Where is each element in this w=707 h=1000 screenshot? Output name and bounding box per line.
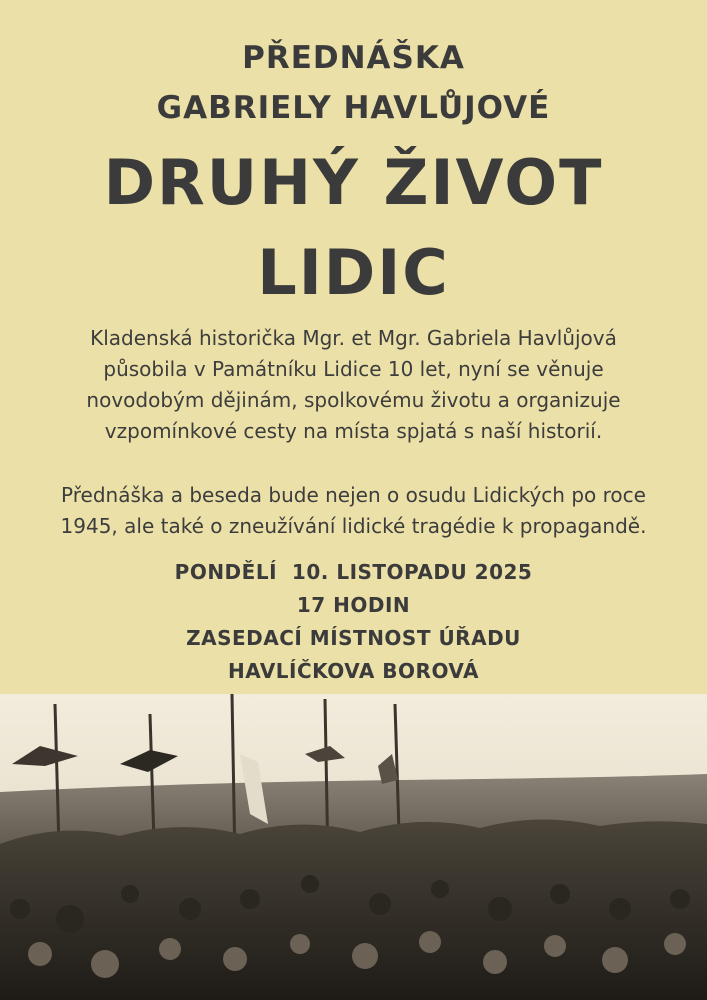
lecture-label: PŘEDNÁŠKA — [242, 40, 465, 76]
description-paragraph-2 — [40, 480, 667, 542]
lecturer-name: GABRIELY HAVLŮJOVÉ — [156, 90, 551, 126]
description-line: vzpomínkové cesty na místa spjatá s naší historií. — [104, 419, 603, 443]
description-paragraph-1 — [40, 323, 667, 447]
description-line: Přednáška a beseda bude nejen o osudu Lidických po roce — [61, 483, 646, 507]
description-line: novodobým dějinám, spolkovému životu a organizuje — [86, 388, 621, 412]
crowd-photo-illustration — [0, 694, 707, 1000]
event-place-line-1: ZASEDACÍ MÍSTNOST ÚŘADU — [186, 626, 521, 650]
description-line: Kladenská historička Mgr. et Mgr. Gabriela Havlůjová — [90, 326, 617, 350]
event-date: PONDĚLÍ 10. LISTOPADU 2025 — [174, 560, 533, 584]
event-time: 17 HODIN — [296, 593, 411, 617]
description-line: působila v Památníku Lidice 10 let, nyní se věnuje — [103, 357, 604, 381]
description-line: 1945, ale také o zneužívání lidické tragédie k propagandě. — [60, 514, 647, 538]
event-place-line-2: HAVLÍČKOVA BOROVÁ — [227, 659, 480, 683]
title-line-2: LIDIC — [257, 236, 450, 309]
historical-crowd-photo — [0, 694, 707, 1000]
title-line-1: DRUHÝ ŽIVOT — [103, 146, 604, 219]
